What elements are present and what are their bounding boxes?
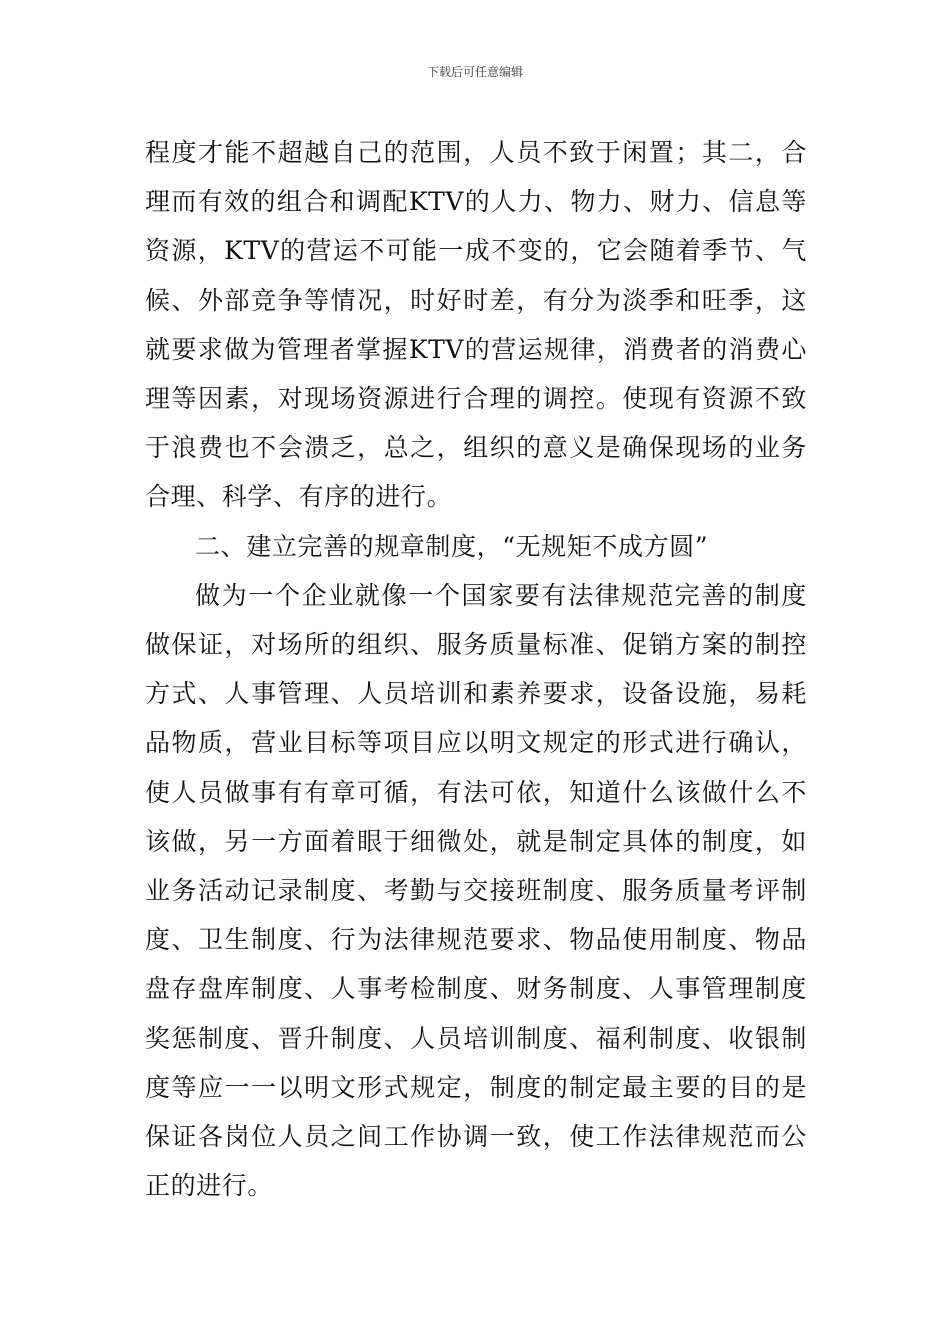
document-body [145,128,807,1210]
section-heading: 二、建立完善的规章制度，“无规矩不成方圆” [195,531,709,561]
page-header: 下载后可任意编辑 [426,65,523,79]
paragraph-regulations: 做为一个企业就像一个国家要有法律规范完善的制度做保证，对场所的组织、服务质量标准、促销方案的制控方式、人事管理、人员培训和素养要求，设备设施，易耗品物质，营业目标等项目应以明文规定的形式进行确认，使人员做事有有章可循，有法可依，知道什么该做什么不该做，另一方面着眼于细微处，就是制定具体的制度，如业务活动记录制度、考勤与交接班制度、服务质量考评制度、卫生制度、行为法律规范要求、物品使用制度、物品盘存盘库制度、人事考检制度、财务制度、人事管理制度奖惩制度、晋升制度、人员培训制度、福利制度、收银制度等应一一以明文形式规定，制度的制定最主要的目的是保证各岗位人员之间工作协调一致，使工作法律规范而公正的进行。 [145,580,807,1201]
paragraph-continuation: 程度才能不超越自己的范围，人员不致于闲置；其二，合理而有效的组合和调配KTV的人力、物力、财力、信息等资源，KTV的营运不可能一成不变的，它会随着季节、气候、外部竞争等情况，时好时差，有分为淡季和旺季，这就要求做为管理者掌握KTV的营运规律，消费者的消费心理等因素，对现场资源进行合理的调控。使现有资源不致于浪费也不会溃乏，总之，组织的意义是确保现场的业务合理、科学、有序的进行。 [145,138,807,512]
